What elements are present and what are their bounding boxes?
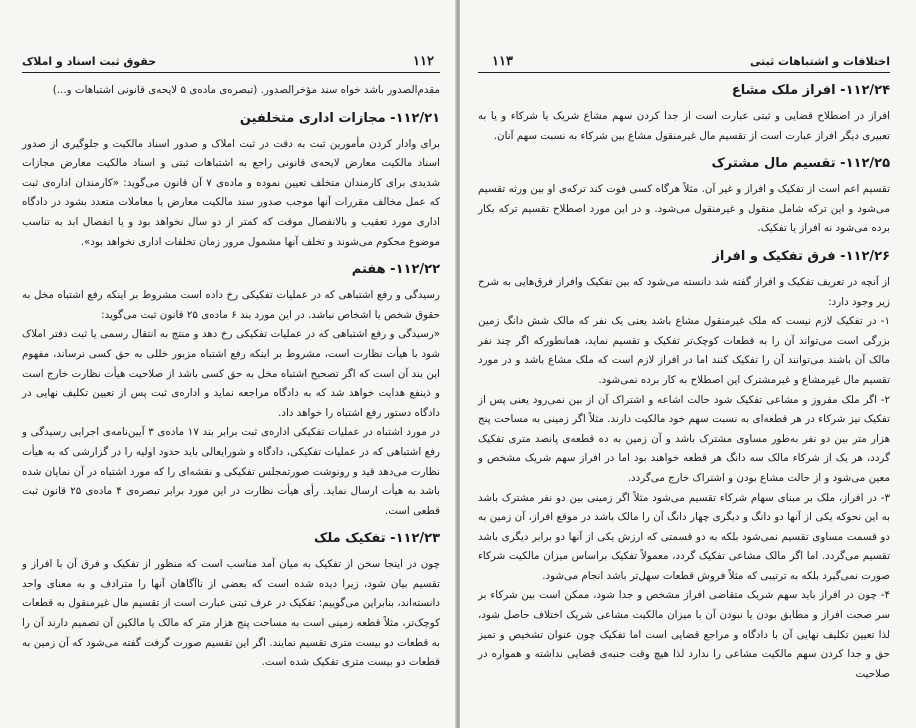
paragraph: از آنچه در تعریف تفکیک و افراز گفته شد دانسته می‌شود که بین تفکیک وافراز فرق‌هایی به شرح زیر وجود دارد: xyxy=(478,275,890,308)
section-title: ۱۱۲/۲۴- افراز ملک مشاع xyxy=(731,83,890,98)
left-running-head xyxy=(22,44,440,73)
paragraph: ۴- چون در افراز باید سهم شریک متقاضی افراز مشخص و جدا شود، ممکن است بین شرکاء بر سر صحت افراز و مطابق بودن یا نبودن آن با میزان مالکیت مشاعی شریک اختلاف حاصل شود، لذا تعیین تکلیف نهایی آن با دادگاه و مراجع قضایی است اما تفکیک چون عنوان تشخیص و تمیز حق و جدا کردن سهم مالکیت مشاعی را ندارد لذا هیچ وقت جنبه‌ی قضایی نداشته و همواره در صلاحیت xyxy=(478,589,890,680)
right-header-title: اختلافات و اشتباهات ثبتی xyxy=(749,55,890,68)
paragraph: رسیدگی و رفع اشتباهی که در عملیات تفکیکی رخ داده است مشروط بر اینکه رفع اشتباه مخل به حقوق شخص یا اشخاص نباشد. در این مورد بند ۶ ماده‌ی ۲۵ قانون ثبت می‌گوید: xyxy=(22,289,440,321)
left-page-number: ۱۱۲ xyxy=(413,54,434,69)
paragraph: برای وادار کردن مأمورین ثبت به دقت در ثبت املاک و صدور اسناد مالکیت و جلوگیری از صدور اسناد مالکیت معارض لایحه‌ی قانونی راجع به اشتباهات ثبتی و اسناد مالکیت معارض مجازات شدیدی برای کارمندان متخلف تعیین نموده و ماده‌ی ۷ آن قانون می‌گوید: «کارمندان اداره‌ی ثبت که عمل مخالف مقررات آنها موجب صدور سند مالکیت معارض یا معاملات متعدد بشود در دادگاه اداری مورد تعقیب و بالانفصال موقت که کمتر از دو سال نخواهد بود و یا انفصال ابد به تناسب موضوع محکوم می‌شوند و تخلف آنها مشمول مرور زمان تخلفات اداری نخواهد بود». xyxy=(22,137,440,248)
section-title: ۱۱۲/۲۲- هفتم xyxy=(351,262,440,278)
continuation-paragraph: مقدم‌الصدور باشد خواه سند مؤخرالصدور. (تبصره‌ی ماده‌ی ۵ لایحه‌ی قانونی اشتباهات و...) xyxy=(52,84,440,96)
right-running-head xyxy=(478,44,890,73)
paragraph: تقسیم اعم است از تفکیک و افراز و غیر آن. مثلاً هرگاه کسی فوت کند ترکه‌ی او بین ورثه تقسیم می‌شود و این ترکه شامل منقول و غیرمنقول می‌شود. و در این مورد اصطلاح تقسیم ترکه بکار برده می‌شود نه افراز یا تفکیک. xyxy=(478,183,890,235)
paragraph: ۱- در تفکیک لازم نیست که ملک غیرمنقول مشاع باشد یعنی یک نفر که مالک شش دانگ زمین بزرگی است می‌تواند آن را به قطعات کوچک‌تر تفکیک و تقسیم نماید، همانطورکه اگر چند نفر مالک آن باشند می‌توانند آن را تفکیک کنند اما در افراز لازم است که ملک مشاع باشد و در مورد تقسیم مال غیرمشاع و غیرمشترک این اصطلاح به کار برده نمی‌شود. xyxy=(478,315,890,386)
right-page xyxy=(460,0,916,728)
left-header-title: حقوق ثبت اسناد و املاک xyxy=(22,55,157,68)
right-page-number: ۱۱۳ xyxy=(492,54,513,69)
paragraph: افراز در اصطلاح قضایی و ثبتی عبارت است از جدا کردن سهم مشاع شریک یا شرکاء و یا به تعبیری دیگر افراز عبارت است از تقسیم مال غیرمنقول مشاع بین شرکاء به نسبت سهم آنان. xyxy=(478,110,890,142)
left-page xyxy=(0,0,456,728)
section-title: ۱۱۲/۲۱- مجازات اداری متخلفین xyxy=(239,110,440,126)
paragraph: «رسیدگی و رفع اشتباهی که در عملیات تفکیکی رخ دهد و منتج به انتقال رسمی یا ثبت دفتر املاک شود با هیأت نظارت است، مشروط بر اینکه رفع اشتباه مزبور خللی به حق کسی نرساند، مفهوم این بند آن است که اگر تصحیح اشتباه مخل به حق کسی باشد از صلاحیت هیأت نظارت خارج است و ذینفع هدایت خواهد شد که به دادگاه مراجعه نماید و اداره‌ی ثبت پس از تعیین تکلیف نهایی در دادگاه دستور رفع اشتباه را خواهد داد. xyxy=(22,328,440,419)
right-body xyxy=(478,81,890,684)
paragraph: ۳- در افراز، ملک بر مبنای سهام شرکاء تقسیم می‌شود مثلاً اگر زمینی بین دو نفر مشترک باشد به این نحوکه یکی از آنها دو دانگ و دیگری چهار دانگ آن را مالک باشد در موقع افراز، آن زمین به دو قسمت مساوی تقسیم نمی‌شود بلکه به دو قسمتی که ارزش یکی از آنها دو برابر دیگری باشد تقسیم می‌گردد. اما اگر مالک مشاعی تفکیک گردد، معمولاً تفکیک براساس میزان مالکیت شرکاء صورت نمی‌گیرد بلکه به ترتیبی که مثلاً فروش قطعات سهل‌تر باشد انجام می‌شود. xyxy=(478,491,890,582)
section-title: ۱۱۲/۲۵- تقسیم مال مشترک xyxy=(711,156,890,172)
paragraph: ۲- اگر ملک مفروز و مشاعی تفکیک شود حالت اشاعه و اشتراک آن از بین نمی‌رود یعنی پس از تفکیک نیز شرکاء در هر قطعه‌ای به نسبت سهم خود مالکیت دارند. مثلاً اگر زمینی به مساحت پنج هزار متر بین دو نفر به‌طور مساوی مشترک باشد و آن زمین به ده قطعه‌ی پانصد متری تفکیک گردد، هر یک از شرکاء مالک سه دانگ هر قطعه خواهند بود اما در افراز سهم شریک مشخص و معین می‌شود و از حالت مشاع بودن و اشتراک خارج می‌گردد. xyxy=(478,393,890,484)
left-body xyxy=(22,81,440,673)
paragraph: چون در اینجا سخن از تفکیک به میان آمد مناسب است که منظور از تفکیک و فرق آن با افراز و تقسیم بیان شود، زیرا دیده شده است که بعضی از ناآگاهان آنها را مترادف و به معنای واحد دانسته‌اند، بنابراین می‌گوییم: تفکیک در عرف ثبتی عبارت است از تقسیم مال غیرمنقول به قطعات کوچک‌تر، مثلاً قطعه زمینی است به مساحت پنج هزار متر که مالک یا مالکین آن تصمیم دارند آن را به قطعات دو بیست متری تقسیم نمایند. اگر این تقسیم صورت گرفت گفته می‌شود که آن زمین به قطعات دو بیست متری تفکیک شده است. xyxy=(22,558,440,669)
paragraph: در مورد اشتباه در عملیات تفکیکی اداره‌ی ثبت برابر بند ۱۷ ماده‌ی ۳ آیین‌نامه‌ی اجرایی رسیدگی و رفع اشتباهی که در عملیات تفکیکی، دادگاه و شورایعالی باید حدود اولیه را در گزارشی که به هیأت نظارت می‌دهد قید و رونوشت صورتمجلس تفکیکی و نقشه‌ای را که مورد اشتباه در آن نمایان شده باشد به هیأت ارسال نماید. رأی هیأت نظارت در این مورد برابر تبصره‌ی ۴ ماده‌ی ۲۵ قانون ثبت قطعی است. xyxy=(22,426,441,517)
section-title: ۱۱۲/۲۳- تفکیک ملک xyxy=(314,531,440,547)
section-title: ۱۱۲/۲۶- فرق تفکیک و افراز xyxy=(712,248,890,264)
